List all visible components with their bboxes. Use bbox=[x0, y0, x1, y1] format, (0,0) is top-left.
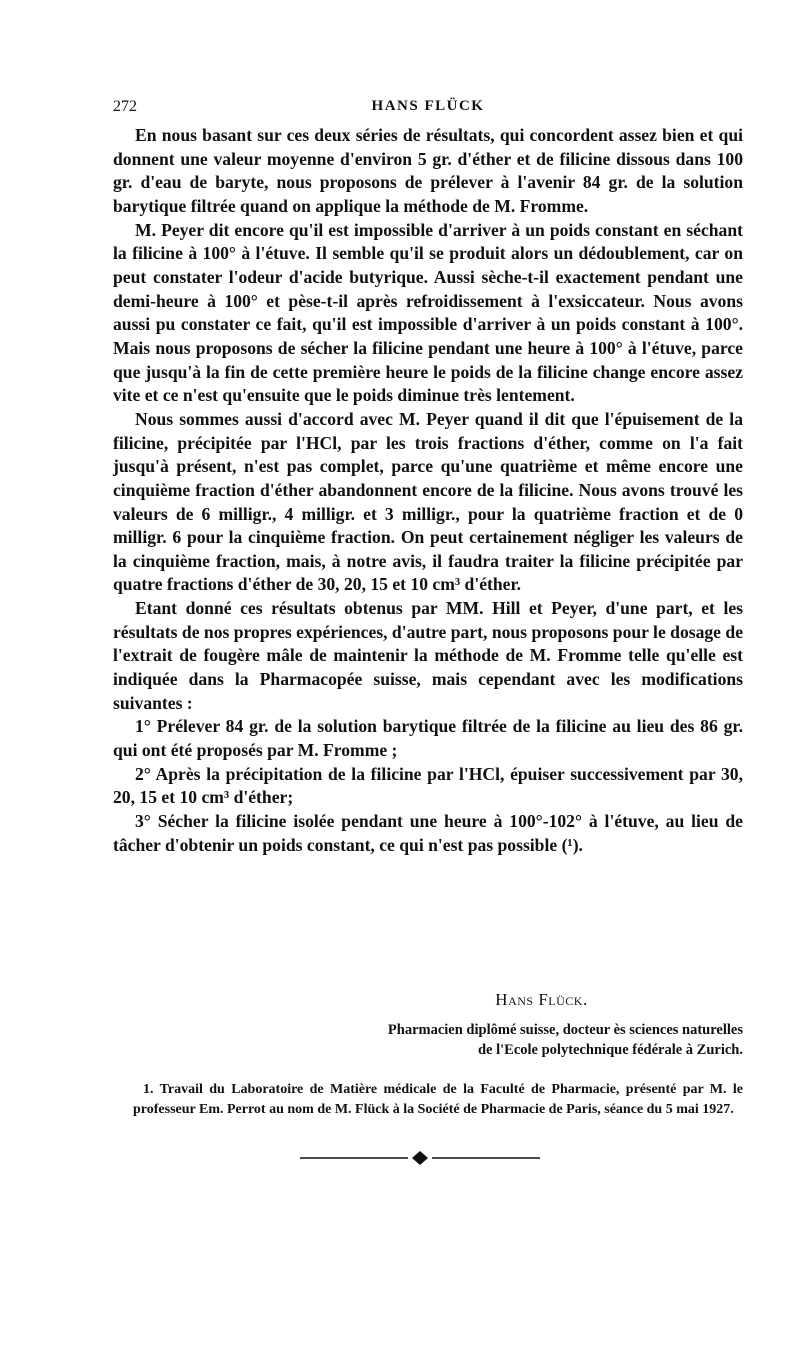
signature-block bbox=[300, 990, 743, 1060]
list-item-3: 3° Sécher la filicine isolée pendant une heure à 100°-102° à l'étuve, au lieu de tâcher d'obtenir un poids constant, ce qui n'est pas possible (¹). bbox=[113, 811, 743, 855]
ornament-divider bbox=[300, 1150, 540, 1166]
author-signature: Hans Flück. bbox=[495, 990, 588, 1009]
footnote-text: 1. Travail du Laboratoire de Matière médicale de la Faculté de Pharmacie, présenté par M. le professeur Em. Perrot au nom de M. Flück à la Société de Pharmacie de Paris, séance du 5 mai 1927. bbox=[133, 1082, 743, 1117]
paragraph-2: M. Peyer dit encore qu'il est impossible d'arriver à un poids constant en séchant la filicine à 100° à l'étuve. Il semble qu'il se produit alors un dédoublement, car on peut constater l'odeur d'acide butyrique. Aussi sèche-t-il exactement pendant une demi-heure à 100° et pèse-t-il après refroidissement à l'exsiccateur. Nous avons aussi pu constater ce fait, qu'il est impossible d'arriver à un poids constant à 100°. Mais nous proposons de sécher la filicine pendant une heure à 100° à l'étuve, parce que jusqu'à la fin de cette première heure le poids de la filicine change encore assez vite et ce n'est qu'ensuite que le poids diminue très lentement. bbox=[113, 219, 743, 406]
paragraph-4: Etant donné ces résultats obtenus par MM. Hill et Peyer, d'une part, et les résultats de nos propres expériences, d'autre part, nous proposons pour le dosage de l'extrait de fougère mâle de maintenir la méthode de M. Fromme telle qu'elle est indiquée dans la Pharmacopée suisse, mais cependant avec les modifications suivantes : bbox=[113, 598, 743, 713]
list-item-2: 2° Après la précipitation de la filicine par l'HCl, épuiser successivement par 30, 20, 15 et 10 cm³ d'éther; bbox=[113, 763, 743, 808]
list-item-1: 1° Prélever 84 gr. de la solution barytique filtrée de la filicine au lieu des 86 gr. qui ont été proposés par M. Fromme ; bbox=[113, 716, 743, 761]
paragraph-3: Nous sommes aussi d'accord avec M. Peyer quand il dit que l'épuisement de la filicine, précipitée par l'HCl, par les trois fractions d'éther, comme on l'a fait jusqu'à présent, n'est pas complet, parce qu'une quatrième et même encore une cinquième fraction d'éther abandonnent encore de la filicine. Nous avons trouvé les valeurs de 6 milligr., 4 milligr. et 3 milligr., pour la quatrième fraction et de 0 milligr. 6 pour la cinquième fraction. On peut certainement négliger les valeurs de la cinquième fraction, mais, à notre avis, il faudra traiter la filicine précipitée par quatre fractions d'éther de 30, 20, 15 et 10 cm³ d'éther. bbox=[113, 408, 743, 595]
author-title-line-1: Pharmacien diplômé suisse, docteur ès sciences naturelles bbox=[387, 1022, 743, 1038]
author-title bbox=[300, 1020, 743, 1060]
footnote bbox=[133, 1080, 743, 1119]
page-header bbox=[113, 96, 743, 120]
page-number: 272 bbox=[113, 98, 137, 115]
body-text bbox=[113, 124, 743, 857]
running-title: HANS FLÜCK bbox=[371, 98, 485, 114]
paragraph-1: En nous basant sur ces deux séries de résultats, qui concordent assez bien et qui donnent une valeur moyenne d'environ 5 gr. d'éther et de filicine dissous dans 100 gr. d'eau de baryte, nous proposons de prélever à l'avenir 84 gr. de la solution barytique filtrée quand on applique la méthode de M. Fromme. bbox=[113, 125, 743, 216]
author-title-line-2: de l'Ecole polytechnique fédérale à Zurich. bbox=[477, 1042, 743, 1058]
